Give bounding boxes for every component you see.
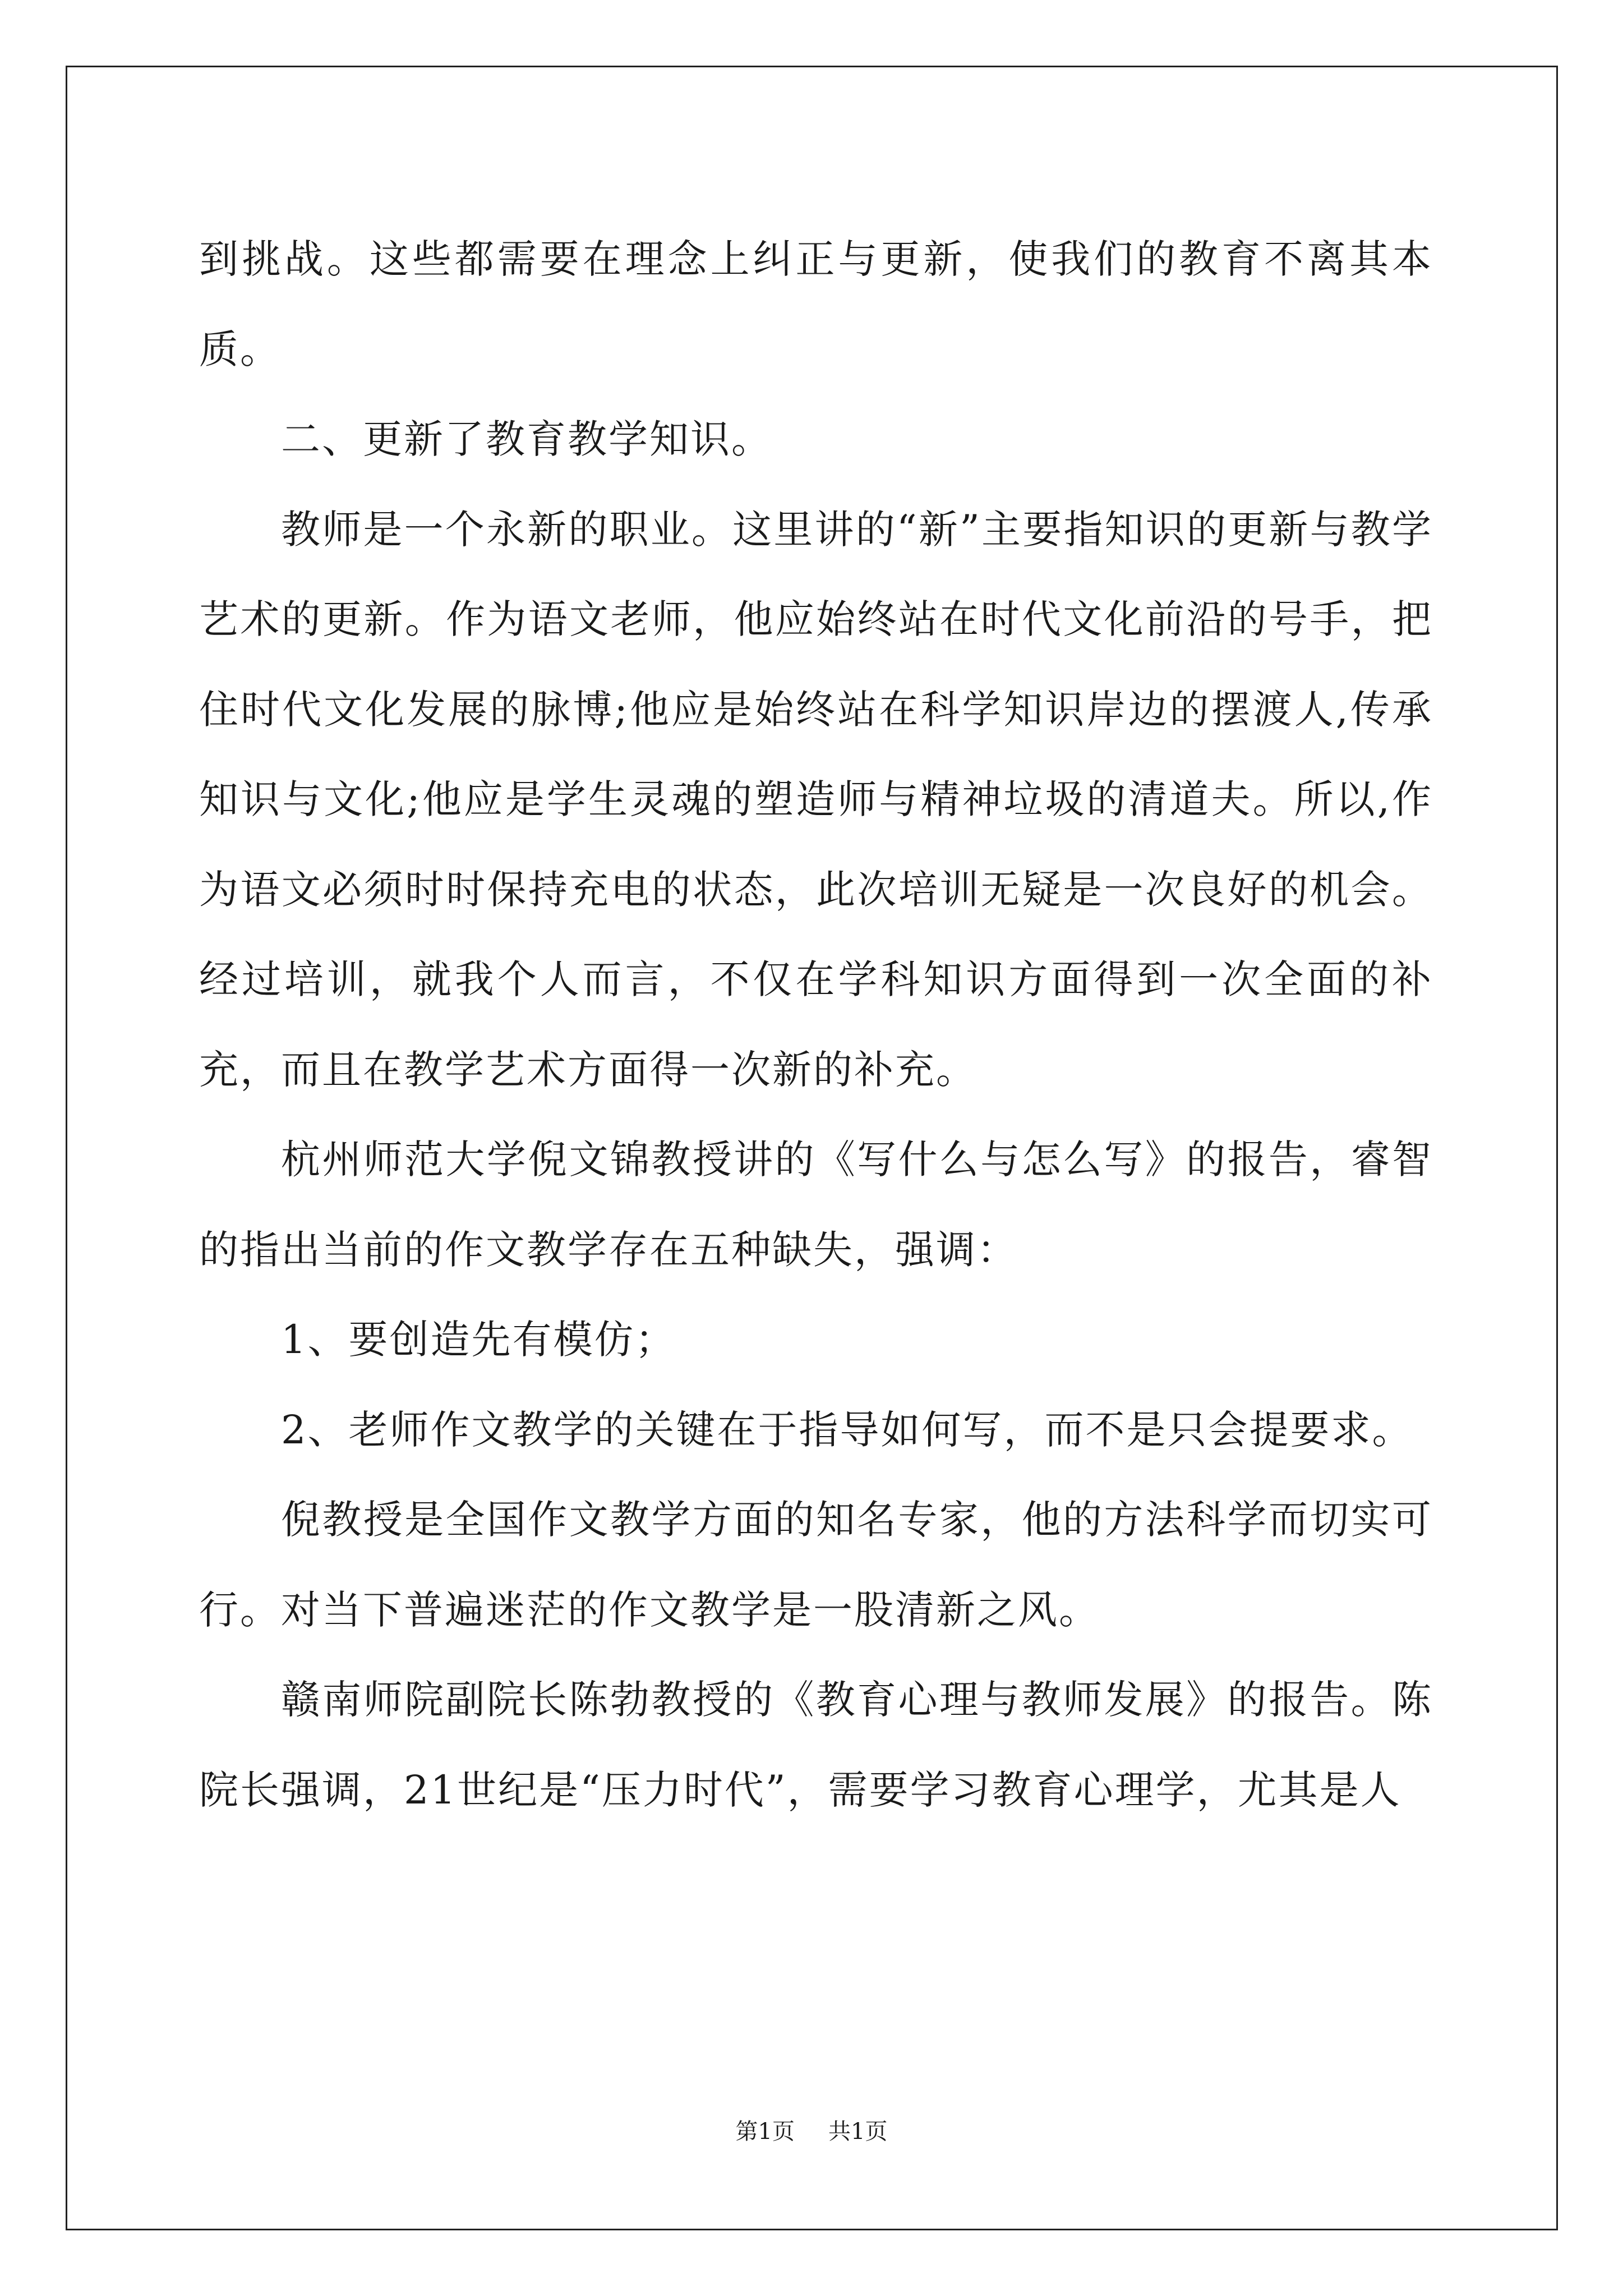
list-item: 1、要创造先有模仿； [281, 1317, 676, 1363]
paragraph-continuation: 到挑战。这些都需要在理念上纠正与更新，使我们的教育不离其本质。 [199, 236, 1433, 372]
paragraph: 赣南师院副院长陈勃教授的《教育心理与教师发展》的报告。陈院长强调，21世纪是“压力时代”，需要学习教育心理学，尤其是人 [199, 1677, 1433, 1813]
document-body [199, 214, 1433, 2037]
list-item: 2、老师作文教学的关键在于指导如何写，而不是只会提要求。 [281, 1406, 1413, 1453]
page-total: 共1页 [828, 2119, 888, 2145]
page-number: 第1页 [735, 2119, 795, 2145]
paragraph: 倪教授是全国作文教学方面的知名专家，他的方法科学而切实可行。对当下普遍迷茫的作文教学是一股清新之风。 [199, 1497, 1433, 1633]
paragraph: 杭州师范大学倪文锦教授讲的《写什么与怎么写》的报告，睿智的指出当前的作文教学存在五种缺失，强调： [199, 1137, 1433, 1273]
page-footer [0, 2118, 1623, 2146]
paragraph: 教师是一个永新的职业。这里讲的“新”主要指知识的更新与教学艺术的更新。作为语文老师，他应始终站在时代文化前沿的号手，把住时代文化发展的脉博;他应是始终站在科学知识岸边的摆渡人,传承知识与文化;他应是学生灵魂的塑造师与精神垃圾的清道夫。所以,作为语文必须时时保持充电的状态，此次培训无疑是一次良好的机会。经过培训，就我个人而言，不仅在学科知识方面得到一次全面的补充，而且在教学艺术方面得一次新的补充。 [199, 506, 1433, 1093]
section-heading: 二、更新了教育教学知识。 [281, 416, 772, 462]
